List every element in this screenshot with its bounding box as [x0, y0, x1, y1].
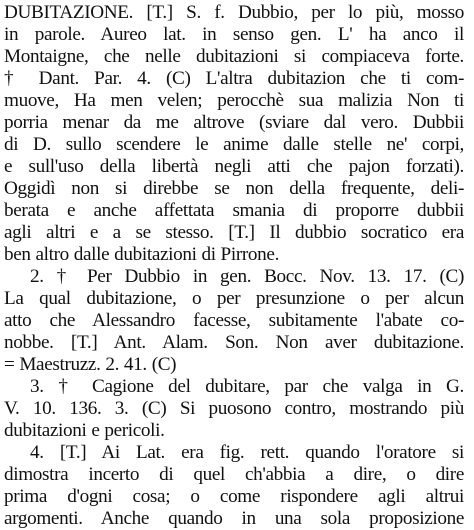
entry-line: di D. sullo scendere le anime dalle stelle ne' corpi,: [4, 134, 464, 155]
sense-2-line: 2. † Per Dubbio in gen. Bocc. Nov. 13. 17. (C): [30, 266, 464, 287]
sense-2-line: nobbe. [T.] Ant. Alam. Son. Non aver dubitazione.: [4, 332, 464, 353]
entry-line: muove, Ha men velen; perocchè sua malizia Non ti: [4, 90, 464, 111]
sense-4-line: 4. [T.] Ai Lat. era fig. rett. quando l'oratore si: [30, 442, 464, 463]
entry-line: in parole. Aureo lat. in senso gen. L' ha anco il: [4, 24, 464, 45]
sense-4-line: prima d'ogni cosa; o come rispondere agli altrui: [4, 486, 464, 507]
entry-line: Montaigne, che nelle dubitazioni si compiaceva forte.: [4, 46, 464, 67]
sense-4-line: dimostra incerto di quel ch'abbia a dire, o dire: [4, 464, 464, 485]
sense-2-line: = Maestruzz. 2. 41. (C): [4, 354, 177, 375]
sense-2-line: atto che Alessandro facesse, subitamente l'abate co-: [4, 310, 464, 331]
sense-3-line: 3. † Cagione del dubitare, par che valga in G.: [30, 376, 464, 397]
sense-2-line: La qual dubitazione, o per presunzione o per alcun: [4, 288, 464, 309]
sense-3-line: V. 10. 136. 3. (C) Si puosono contro, mostrando più: [4, 398, 464, 419]
entry-line: berata e anche affettata smania di proporre dubbii: [4, 200, 464, 221]
entry-line-headword: DUBITAZIONE. [T.] S. f. Dubbio, per lo più, mosso: [4, 2, 464, 23]
entry-line: porria menar da me altrove (sviare dal vero. Dubbii: [4, 112, 464, 133]
entry-line: ben altro dalle dubitazioni di Pirrone.: [4, 244, 280, 265]
entry-line: e sull'uso della libertà negli atti che pajon forzati).: [4, 156, 464, 177]
entry-line: Oggidì non si direbbe se non della frequente, deli-: [4, 178, 464, 199]
sense-4-line: argomenti. Anche quando in una sola proposizione: [4, 508, 464, 529]
entry-line: agli altri e a se stesso. [T.] Il dubbio socratico era: [4, 222, 464, 243]
sense-3-line: dubitazioni e pericoli.: [4, 420, 165, 441]
entry-line: † Dant. Par. 4. (C) L'altra dubitazion che ti com-: [4, 68, 464, 89]
